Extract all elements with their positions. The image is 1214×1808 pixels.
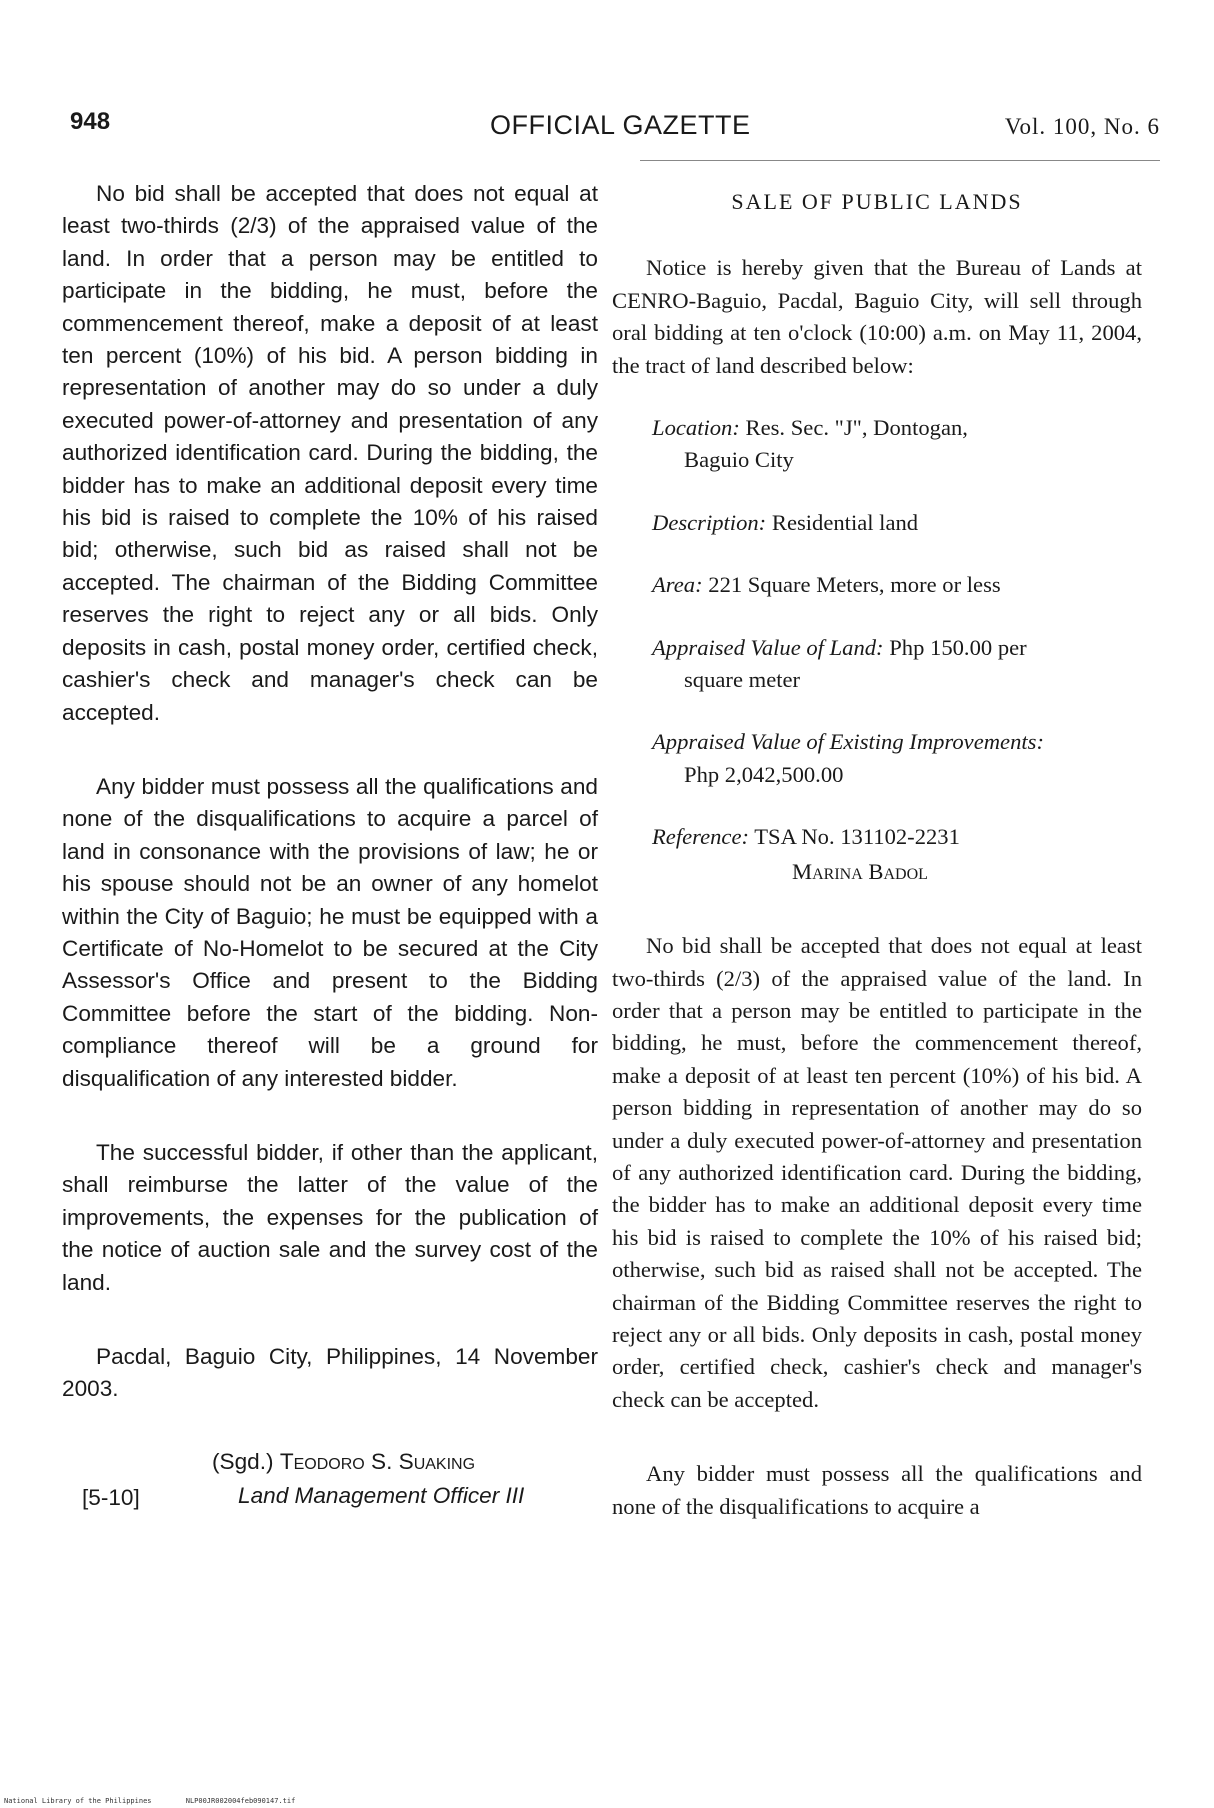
land-value-continued: square meter [684, 667, 801, 693]
description-label: Description: [652, 509, 767, 535]
section-title: SALE OF PUBLIC LANDS [731, 189, 1023, 214]
land-value-value: Php 150.00 per [889, 634, 1027, 660]
bid-conditions-paragraph-right: No bid shall be accepted that does not equal at least two-thirds (2/3) of the appraised value of the land. In order that a person may be entitled to participate in the bidding, he must, before the commencement thereof, make a deposit of at least ten percent (10%) of his bid. A person bidding in representation of another may do so under a duly executed power-of-attorney and presentation of any authorized identification card. During the bidding, the bidder has to make an additional deposit every time his bid is raised to complete the 10% of his raised bid; otherwise, such bid as raised shall not be accepted. The chairman of the Bidding Committee reserves the right to reject any or all bids. Only deposits in cash, postal money order, certified check, cashier's check and manager's check can be accepted. [612, 933, 1142, 1412]
scan-filename: NLP00JR002004feb090147.tif [185, 1797, 296, 1805]
page-header [70, 108, 1160, 148]
land-value-label: Appraised Value of Land: [652, 634, 884, 660]
improvements-label: Appraised Value of Existing Improvements: [652, 729, 1044, 755]
area-value: 221 Square Meters, more or less [708, 572, 1001, 598]
location-value: Res. Sec. "J", Dontogan, [745, 415, 968, 441]
signatory-name: Teodoro S. Suaking [279, 1448, 476, 1474]
location-continued: Baguio City [684, 447, 794, 473]
area-entry [612, 569, 1142, 601]
place-date: Pacdal, Baguio City, Philippines, 14 November 2003. [62, 1344, 598, 1402]
improvements-value: Php 2,042,500.00 [684, 761, 844, 787]
signed-marker: (Sgd.) [212, 1448, 274, 1474]
improvements-entry [612, 726, 1142, 791]
description-value: Residential land [771, 509, 919, 535]
land-value-entry [612, 632, 1142, 697]
reimbursement-paragraph: The successful bidder, if other than the applicant, shall reimburse the latter of the value of the improvements, the expenses for the publication of the notice of auction sale and the survey cost of the land. [62, 1139, 598, 1295]
reference-label: Reference: [652, 824, 749, 850]
notice-intro: Notice is hereby given that the Bureau of Lands at CENRO-Baguio, Pacdal, Baguio City, will sell through oral bidding at ten o'clock (10:00) a.m. on May 11, 2004, the tract of land described below: [612, 255, 1142, 378]
reference-value: TSA No. 131102-2231 [754, 824, 960, 850]
qualifications-paragraph-right: Any bidder must possess all the qualifications and none of the disqualifications to acquire a [612, 1461, 1142, 1519]
qualifications-paragraph: Any bidder must possess all the qualifications and none of the disqualifications to acquire a parcel of land in consonance with the provisions of law; he or his spouse should not be an owner of any homelot within the City of Baguio; he must be equipped with a Certificate of No-Homelot to be secured at the City Assessor's Office and present to the Bidding Committee before the start of the bidding. Non-compliance thereof will be a ground for disqualification of any interested bidder. [62, 773, 598, 1091]
page-number: 948 [70, 108, 111, 135]
bid-conditions-paragraph: No bid shall be accepted that does not equal at least two-thirds (2/3) of the appraised value of the land. In order that a person may be entitled to participate in the bidding, he must, before the commencement thereof, make a deposit of at least ten percent (10%) of his bid. A person bidding in representation of another may do so under a duly executed power-of-attorney and presentation of any authorized identification card. During the bidding, the bidder has to make an additional deposit every time his bid is raised to complete the 10% of his raised bid; otherwise, such bid as raised shall not be accepted. The chairman of the Bidding Committee reserves the right to reject any or all bids. Only deposits in cash, postal money order, certified check, cashier's check and manager's check can be accepted. [62, 181, 598, 725]
volume-number: Vol. 100, No. 6 [1004, 114, 1160, 139]
header-rule [640, 160, 1160, 161]
location-label: Location: [652, 415, 740, 441]
applicant-name: Marina Badol [792, 858, 928, 884]
issue-reference: [5-10] [82, 1484, 140, 1510]
description-entry [612, 507, 1142, 539]
library-credit: National Library of the Philippines [4, 1797, 152, 1805]
reference-entry [612, 821, 1142, 853]
signatory-title: Land Management Officer III [238, 1482, 525, 1508]
signature-block [62, 1446, 598, 1526]
right-column [612, 186, 1142, 1523]
left-column [62, 178, 598, 1526]
journal-title: OFFICIAL GAZETTE [490, 110, 751, 140]
signatory-line [212, 1446, 475, 1478]
scan-footer [4, 1797, 325, 1805]
location-entry [612, 412, 1142, 477]
area-label: Area: [652, 572, 703, 598]
